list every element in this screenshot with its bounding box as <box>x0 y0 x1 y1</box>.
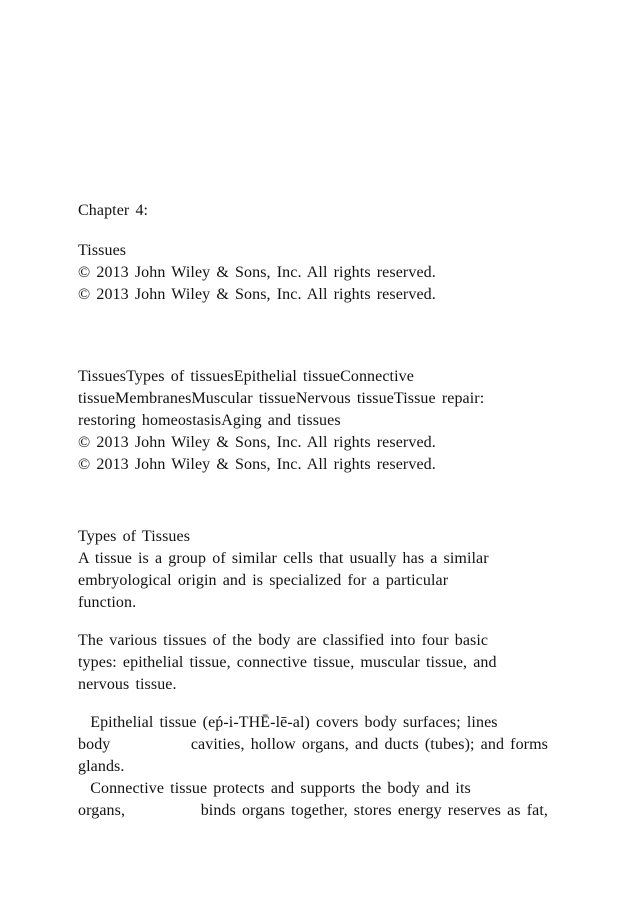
definition-line: embryological origin and is specialized for a particular <box>78 572 449 589</box>
copyright-line: © 2013 John Wiley & Sons, Inc. All rights reserved. <box>78 456 436 473</box>
outline-line: TissuesTypes of tissuesEpithelial tissueConnective <box>78 368 414 385</box>
tissues-heading: Tissues <box>78 242 127 259</box>
copyright-line: © 2013 John Wiley & Sons, Inc. All rights reserved. <box>78 264 436 281</box>
epithelial-word: body <box>78 736 111 753</box>
copyright-line: © 2013 John Wiley & Sons, Inc. All rights reserved. <box>78 286 436 303</box>
definition-line: A tissue is a group of similar cells that usually has a similar <box>78 550 489 567</box>
classification-line: types: epithelial tissue, connective tissue, muscular tissue, and <box>78 654 497 671</box>
copyright-line: © 2013 John Wiley & Sons, Inc. All rights reserved. <box>78 434 436 451</box>
epithelial-line: Epithelial tissue (eṕ-i-THĒ-lē-al) covers body surfaces; lines <box>78 714 498 731</box>
outline-line: restoring homeostasisAging and tissues <box>78 412 341 429</box>
epithelial-line: glands. <box>78 758 125 775</box>
connective-word: organs, <box>78 802 126 819</box>
outline-line: tissueMembranesMuscular tissueNervous tissueTissue repair: <box>78 390 485 407</box>
types-heading: Types of Tissues <box>78 528 191 545</box>
connective-line: Connective tissue protects and supports the body and its <box>78 780 471 797</box>
classification-line: nervous tissue. <box>78 676 177 693</box>
connective-line <box>78 800 548 822</box>
connective-text: binds organs together, stores energy reserves as fat, <box>200 802 548 819</box>
chapter-title: Chapter 4: <box>78 202 149 219</box>
epithelial-text: cavities, hollow organs, and ducts (tubes); and forms <box>190 736 548 753</box>
definition-line: function. <box>78 594 137 611</box>
epithelial-line <box>78 734 548 756</box>
classification-line: The various tissues of the body are classified into four basic <box>78 632 489 649</box>
